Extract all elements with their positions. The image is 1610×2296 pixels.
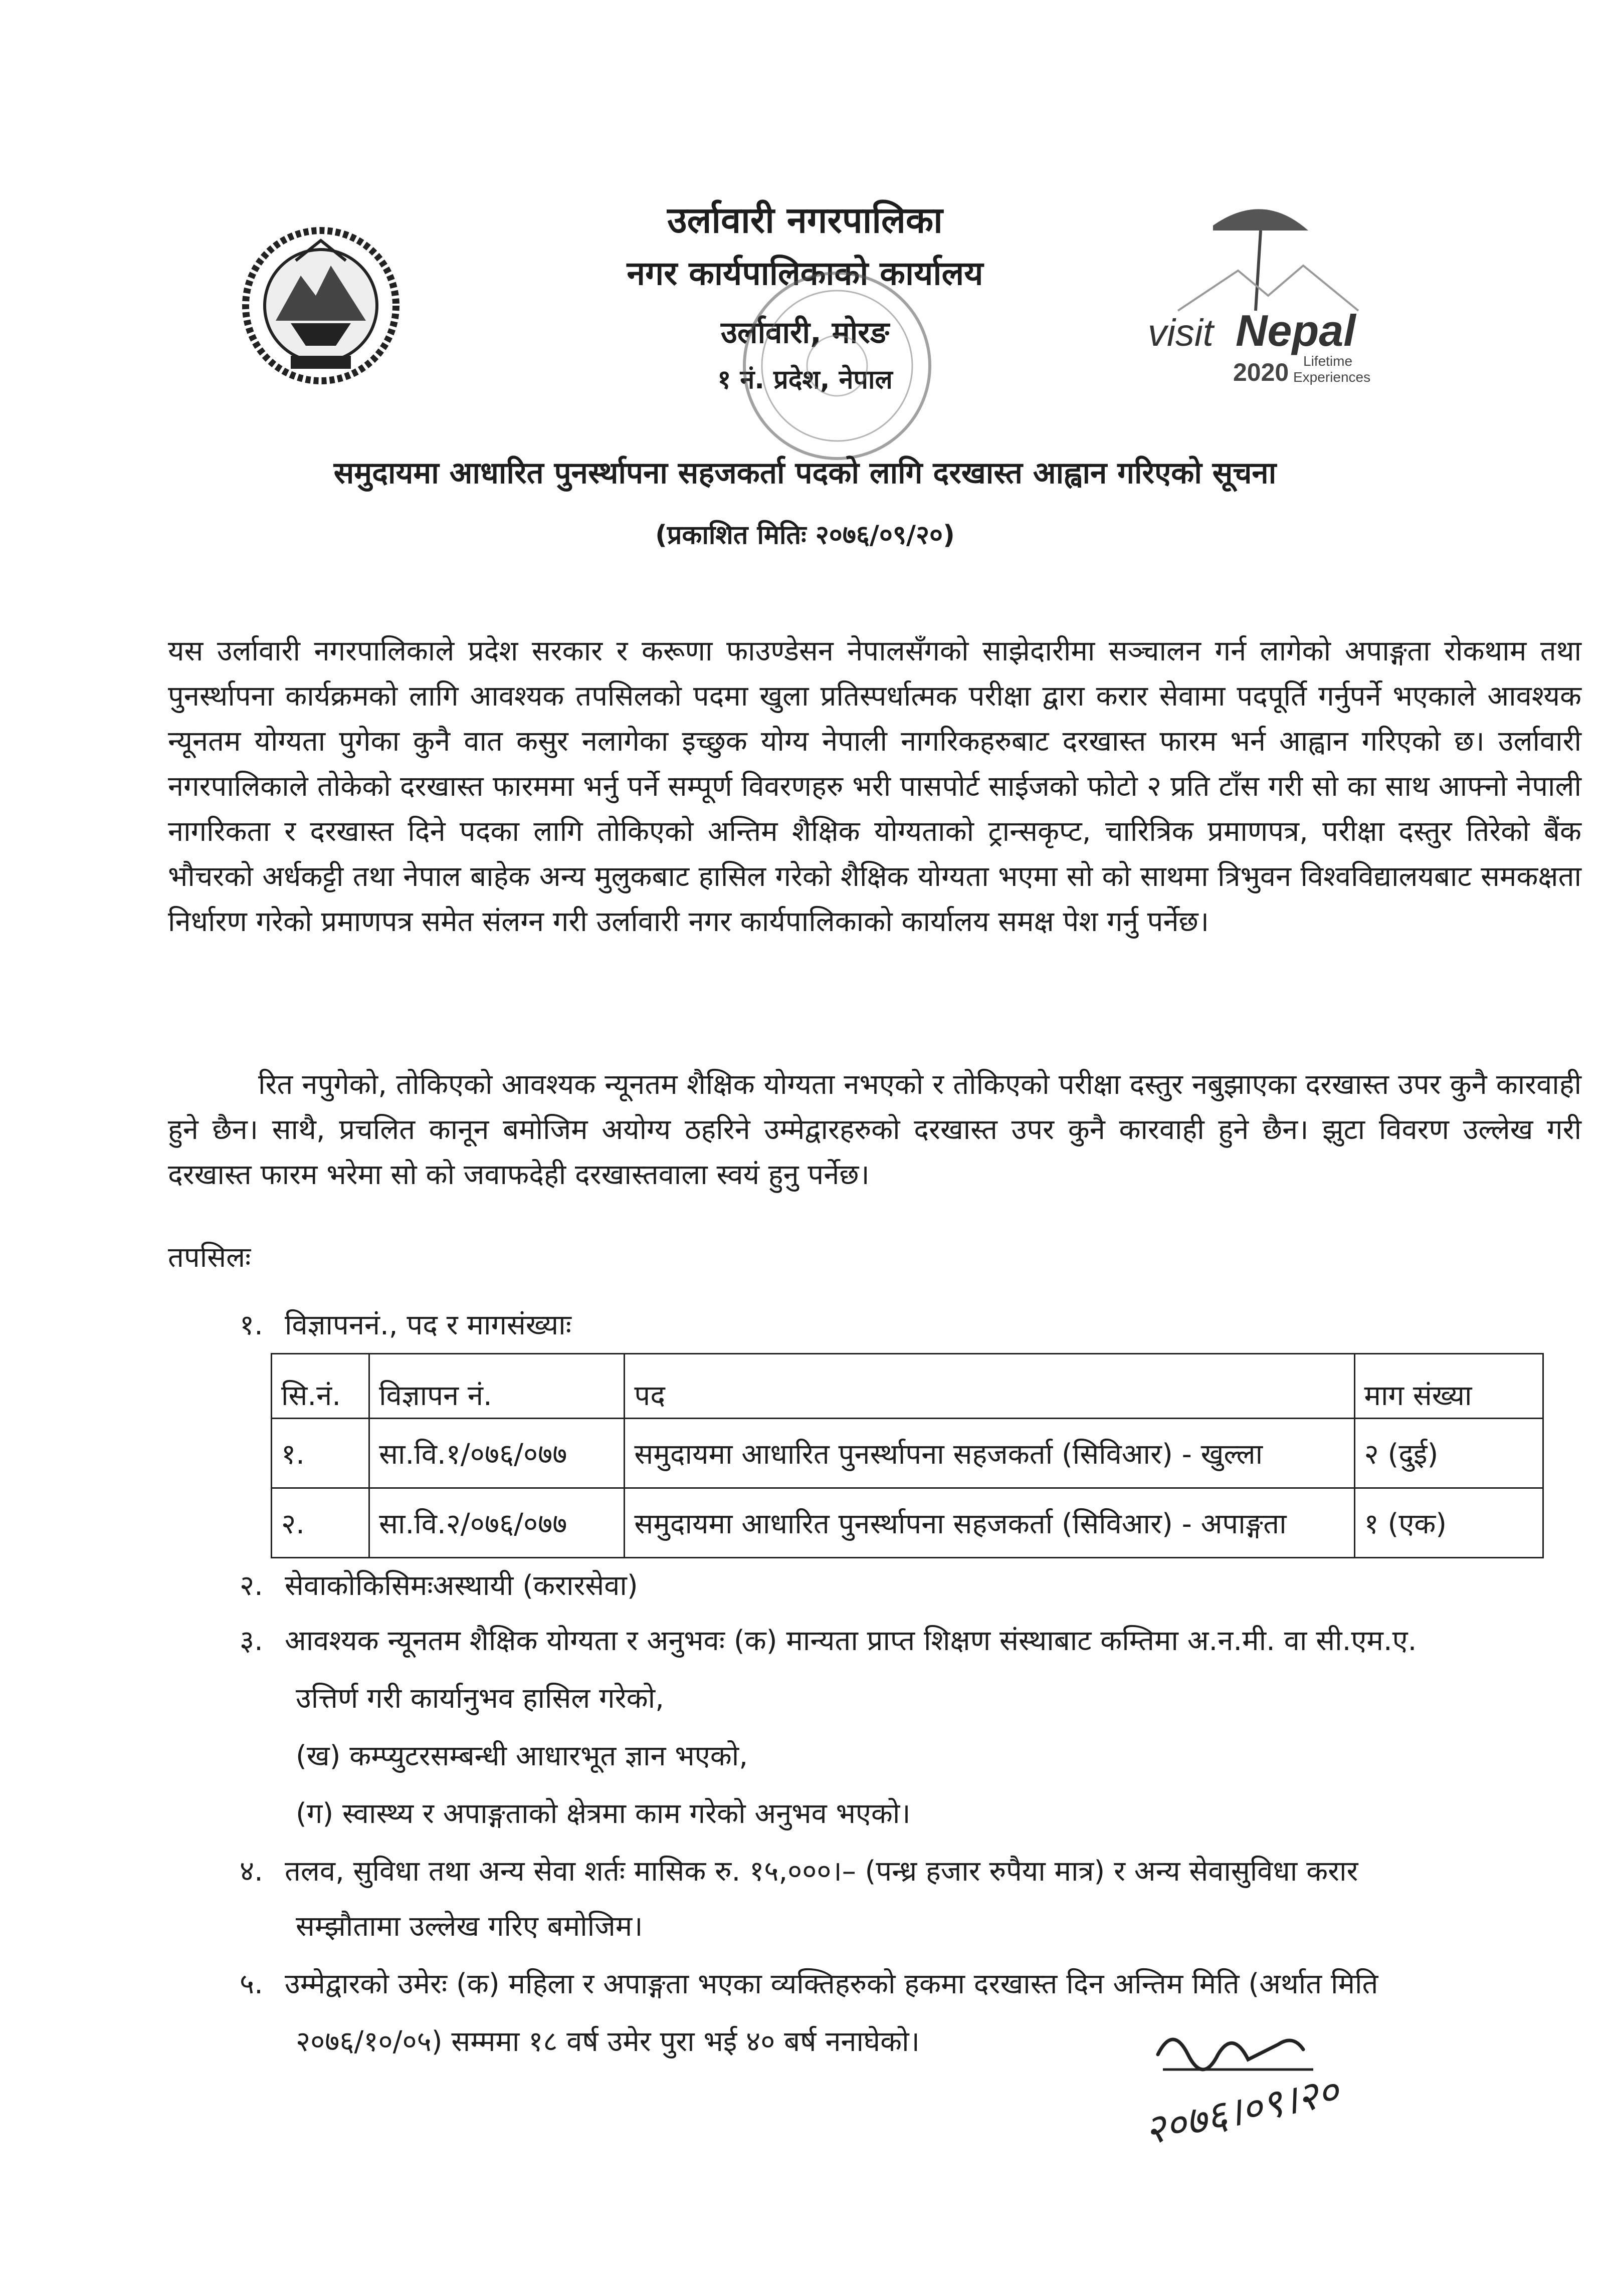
nepal-text: Nepal (1236, 306, 1356, 355)
table-cell: १ (एक) (1354, 1488, 1543, 1558)
table-cell: सा.वि.२/०७६/०७७ (369, 1488, 625, 1558)
table-header: माग संख्या (1354, 1354, 1543, 1419)
published-date: (प्रकाशित मितिः २०७६/०९/२०) (655, 520, 955, 550)
table-header: विज्ञापन नं. (369, 1354, 625, 1419)
item-number: २. (240, 1569, 263, 1602)
list-item (240, 1563, 1583, 1609)
table-cell: २. (272, 1488, 369, 1558)
item-continuation: सम्झौतामा उल्लेख गरिए बमोजिम। (296, 1910, 643, 1943)
tapsil-label: तपसिलः (168, 1241, 251, 1274)
list-item (240, 1619, 1583, 1664)
item-text: तलव, सुविधा तथा अन्य सेवा शर्तः मासिक रु. १५,०००।– (पन्ध्र हजार रुपैया मात्र) र अन्य सेवासुविधा करार (285, 1855, 1358, 1888)
table-cell: २ (दुई) (1354, 1419, 1543, 1488)
table-header-row (272, 1354, 1543, 1419)
signature-icon (1128, 2014, 1388, 2180)
item-text: सेवाकोकिसिमःअस्थायी (करारसेवा) (285, 1569, 638, 1602)
item-sub-c: (ग) स्वास्थ्य र अपाङ्गताको क्षेत्रमा काम गरेको अनुभव भएको। (296, 1797, 911, 1830)
table-cell: सा.वि.१/०७६/०७७ (369, 1419, 625, 1488)
item-number: ५. (240, 1968, 263, 2000)
item-text: विज्ञापननं., पद र मागसंख्याः (285, 1309, 571, 1341)
table-header: सि.नं. (272, 1354, 369, 1419)
item-text: उम्मेद्वारको उमेरः (क) महिला र अपाङ्गता भएका व्यक्तिहरुको हकमा दरखास्त दिन अन्तिम मिति (अर्थात मिति (285, 1968, 1378, 2000)
body-paragraph-2: रित नपुगेको, तोकिएको आवश्यक न्यूनतम शैक्षिक योग्यता नभएको र तोकिएको परीक्षा दस्तुर नबुझाएका दरखास्त उपर कुनै कारवाही हुने छैन। साथै, प्रचलित कानून बमोजिम अयोग्य ठहरिने उम्मेद्वारहरुको दरखास्त उपर कुनै कारवाही हुने छैन। झुटा विवरण उल्लेख गरी दरखास्त फारम भरेमा सो को जवाफदेही दरखास्तवाला स्वयं हुनु पर्नेछ। (168, 1068, 1581, 1191)
table-cell: १. (272, 1419, 369, 1488)
item-sub-b: (ख) कम्प्युटरसम्बन्धी आधारभूत ज्ञान भएको, (296, 1740, 748, 1772)
list-item (240, 1303, 1583, 1348)
item-continuation: २०७६/१०/०५) सम्ममा १८ वर्ष उमेर पुरा भई ४० बर्ष ननाघेको। (296, 2025, 920, 2058)
table-row (272, 1419, 1543, 1488)
item-continuation: उत्तिर्ण गरी कार्यानुभव हासिल गरेको, (296, 1682, 664, 1715)
office-province: १ नं. प्रदेश, नेपाल (717, 365, 893, 395)
item-number: ३. (240, 1625, 263, 1657)
org-name: उर्लावारी नगरपालिका (667, 199, 943, 241)
list-item (240, 1962, 1583, 2007)
table-cell: समुदायमा आधारित पुनर्स्थापना सहजकर्ता (सिविआर) - अपाङ्गता (625, 1488, 1354, 1558)
office-address: उर्लावारी, मोरङ (721, 315, 889, 350)
table-header: पद (625, 1354, 1354, 1419)
body-paragraph-1: यस उर्लावारी नगरपालिकाले प्रदेश सरकार र करूणा फाउण्डेसन नेपालसँगको साझेदारीमा सञ्चालन गर्न लागेको अपाङ्गता रोकथाम तथा पुनर्स्थापना कार्यक्रमको लागि आवश्यक तपसिलको पदमा खुला प्रतिस्पर्धात्मक परीक्षा द्वारा करार सेवामा पदपूर्ति गर्नुपर्ने भएकाले आवश्यक न्यूनतम योग्यता पुगेका कुनै वात कसुर नलागेका इच्छुक योग्य नेपाली नागरिकहरुबाट दरखास्त फारम भर्न आह्वान गरिएको छ। उर्लावारी नगरपालिकाले तोकेको दरखास्त फारममा भर्नु पर्ने सम्पूर्ण विवरणहरु भरी पासपोर्ट साईजको फोटो २ प्रति टाँस गरी सो का साथ आफ्नो नेपाली नागरिकता र दरखास्त दिने पदका लागि तोकिएको अन्तिम शैक्षिक योग्यताको ट्रान्सकृप्ट, चारित्रिक प्रमाणपत्र, परीक्षा दस्तुर तिरेको बैंक भौचरको अर्धकट्टी तथा नेपाल बाहेक अन्य मुलुकबाट हासिल गरेको शैक्षिक योग्यता भएमा सो को साथमा त्रिभुवन विश्वविद्यालयबाट समकक्षता निर्धारण गरेको प्रमाणपत्र समेत संलग्न गरी उर्लावारी नगर कार्यपालिकाको कार्यालय समक्ष पेश गर्नु पर्नेछ। (168, 635, 1581, 938)
office-stamp-icon (732, 261, 942, 471)
tagline-2: Experiences (1293, 369, 1371, 385)
vacancy-table (271, 1353, 1544, 1558)
signature-date: २०७६।०९।२० (1140, 2067, 1343, 2154)
item-number: ४. (240, 1855, 263, 1888)
item-number: १. (240, 1309, 263, 1341)
table-cell: समुदायमा आधारित पुनर्स्थापना सहजकर्ता (सिविआर) - खुल्ला (625, 1419, 1354, 1488)
tagline-1: Lifetime (1303, 353, 1353, 369)
umbrella-icon (1138, 195, 1398, 396)
notice-title: समुदायमा आधारित पुनर्स्थापना सहजकर्ता पदको लागि दरखास्त आह्वान गरिएको सूचना (333, 455, 1277, 491)
list-item (240, 1849, 1583, 1894)
visit-nepal-logo (1138, 195, 1398, 396)
item-text: आवश्यक न्यूनतम शैक्षिक योग्यता र अनुभवः (क) मान्यता प्राप्त शिक्षण संस्थाबाट कम्तिमा अ.न.मी. वा सी.एम.ए. (285, 1625, 1417, 1657)
table-row (272, 1488, 1543, 1558)
visit-text: visit (1148, 312, 1214, 354)
office-name: नगर कार्यपालिकाको कार्यालय (627, 254, 983, 293)
year-text: 2020 (1233, 358, 1289, 386)
